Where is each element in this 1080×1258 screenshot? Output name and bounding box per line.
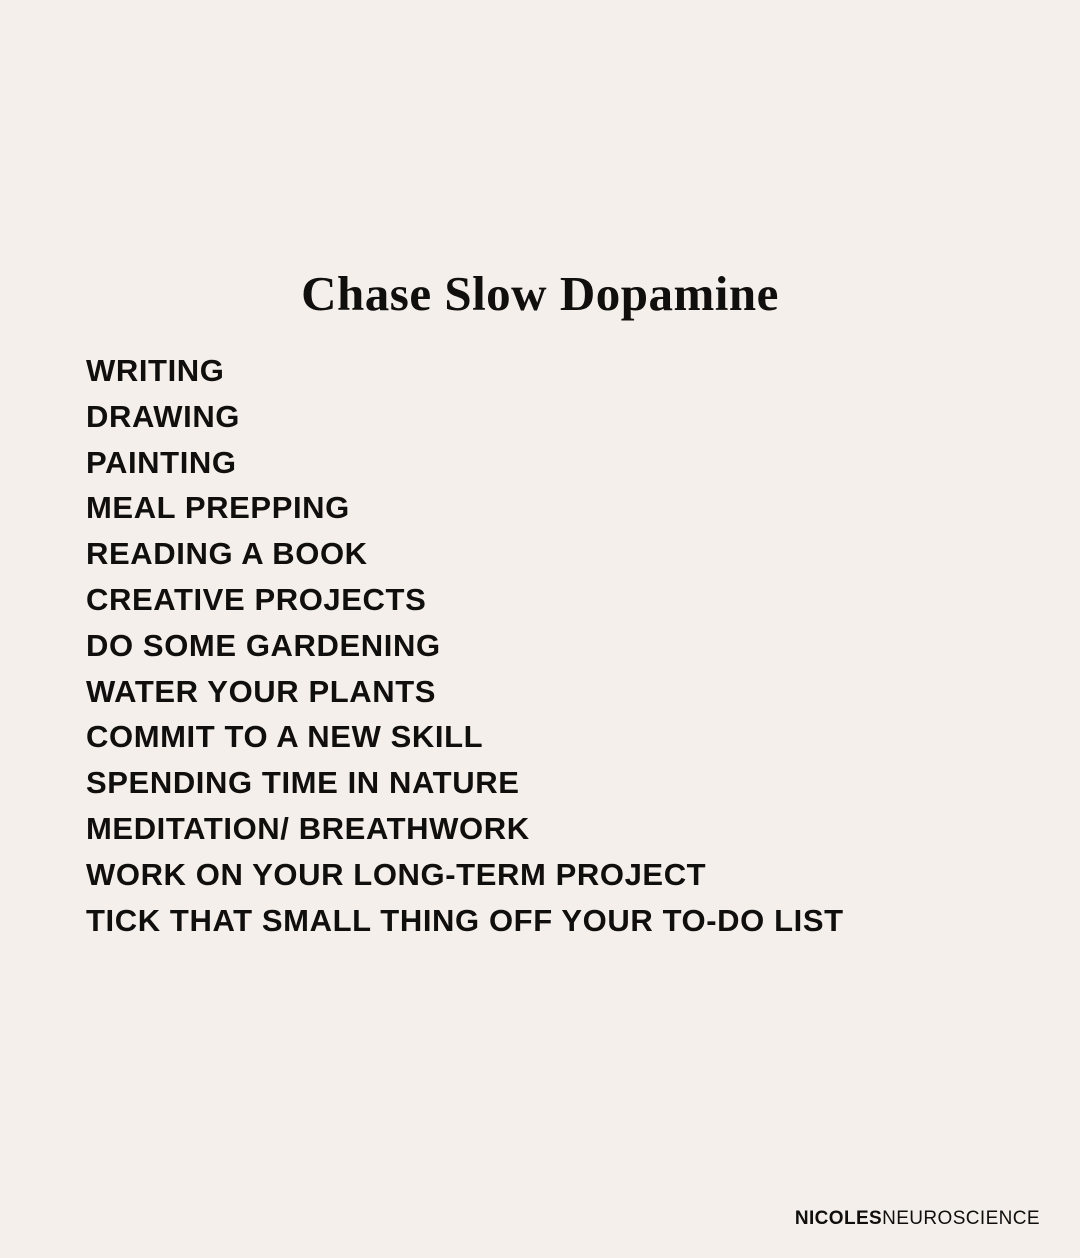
list-item: WORK ON YOUR LONG-TERM PROJECT xyxy=(86,856,707,892)
list-item: COMMIT TO A NEW SKILL xyxy=(86,719,484,755)
list-item: SPENDING TIME IN NATURE xyxy=(86,765,520,801)
list-item: CREATIVE PROJECTS xyxy=(86,581,427,617)
brand-watermark xyxy=(795,1208,1040,1230)
list-item: WATER YOUR PLANTS xyxy=(86,673,437,709)
list-item: READING A BOOK xyxy=(86,536,368,572)
list-item: DO SOME GARDENING xyxy=(86,627,441,663)
list-item: TICK THAT SMALL THING OFF YOUR TO-DO LIST xyxy=(86,902,844,938)
list-item: WRITING xyxy=(86,353,225,388)
activity-list xyxy=(86,348,844,943)
list-item: DRAWING xyxy=(86,398,241,434)
list-item: MEAL PREPPING xyxy=(86,490,350,526)
page-title: Chase Slow Dopamine xyxy=(301,265,779,321)
list-item: MEDITATION/ BREATHWORK xyxy=(86,810,530,846)
list-item: PAINTING xyxy=(86,444,237,480)
brand-name-bold: NICOLES xyxy=(794,1208,883,1229)
brand-name-light: NEUROSCIENCE xyxy=(882,1208,1040,1229)
